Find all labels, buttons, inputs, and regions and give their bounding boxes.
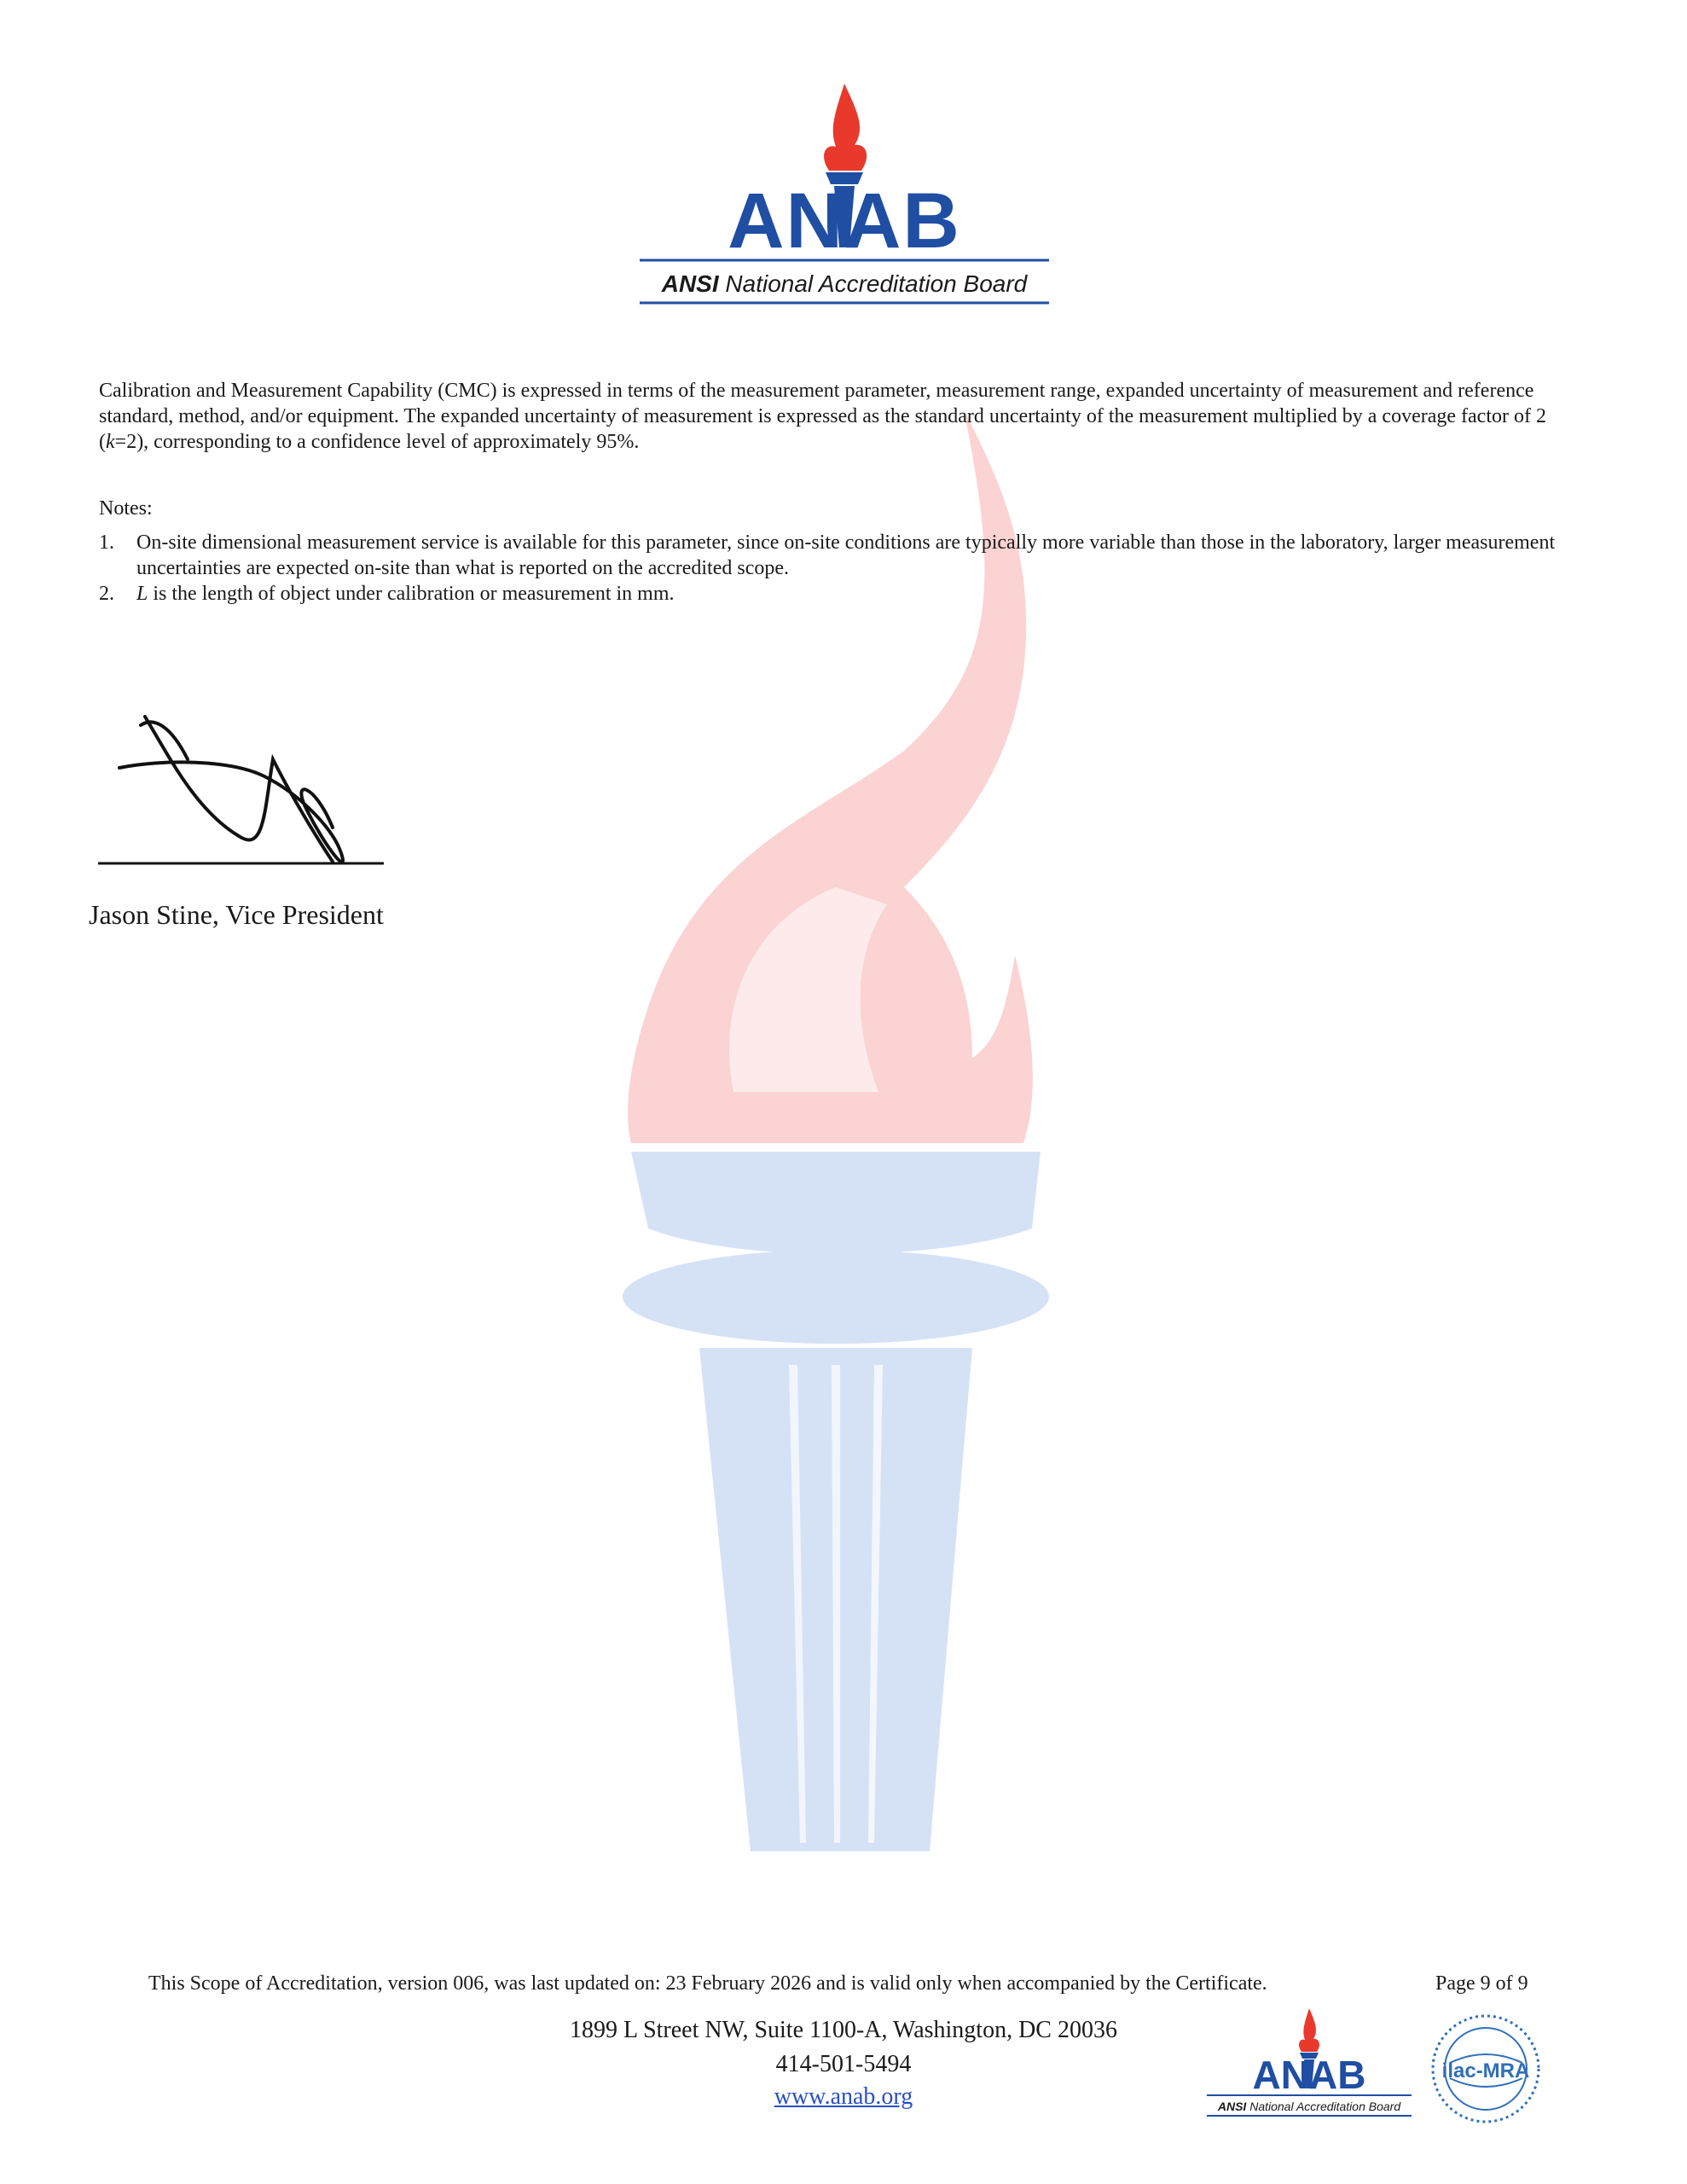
note-text: On-site dimensional measurement service is available for this parameter, since on-site conditions are typically more variable than those in the laboratory, larger measurement uncertainties are expected on-site than what is reported on the accredited scope. [136,531,1556,579]
svg-text:ilac-MRA: ilac-MRA [1441,2059,1530,2082]
phone: 414-501-5494 [775,2051,912,2077]
website-link[interactable]: www.anab.org [774,2083,913,2110]
anab-logo [631,77,1058,316]
watermark-rim [623,1250,1049,1344]
note-number: 2. [99,583,114,605]
anab-flame-icon [824,84,867,171]
svg-text:ANAB: ANAB [1252,2053,1366,2097]
note-item [99,530,1566,581]
signer-name: Jason Stine, Vice President [89,899,384,930]
scope-statement: This Scope of Accreditation, version 006, was last updated on: 23 February 2026 and is valid only when accompanied by the Certificate. [148,1972,1267,1995]
address: 1899 L Street NW, Suite 1100-A, Washington, DC 20036 [570,2017,1117,2043]
cmc-paragraph: Calibration and Measurement Capability (CMC) is expressed in terms of the measurement parameter, measurement range, expanded uncertainty of measurement and reference standard, method, and/or equipment. The expanded uncertainty of measurement is expressed as the standard uncertainty of the measurement multiplied by a coverage factor of 2 (k=2), corresponding to a confidence level of approximately 95%. [99,380,1546,453]
svg-text:ANSI National Accreditation Bo: ANSI National Accreditation Board [1217,2100,1401,2113]
note-item [99,581,1566,607]
signature [94,708,401,879]
svg-text:ANSI National Accreditation Bo: ANSI National Accreditation Board [661,270,1028,297]
page-number: Page 9 of 9 [1435,1972,1528,1995]
anab-footer-logo [1203,2005,1416,2124]
watermark-bowl [631,1152,1041,1254]
note-number: 1. [99,531,114,554]
note-text: L is the length of object under calibration or measurement in mm. [136,583,675,605]
notes-heading: Notes: [99,497,153,520]
ilac-mra-logo [1429,2012,1544,2127]
torch-watermark [597,410,1075,1851]
anab-footer-flame-icon [1299,2008,1319,2052]
svg-text:ANAB: ANAB [728,177,961,264]
